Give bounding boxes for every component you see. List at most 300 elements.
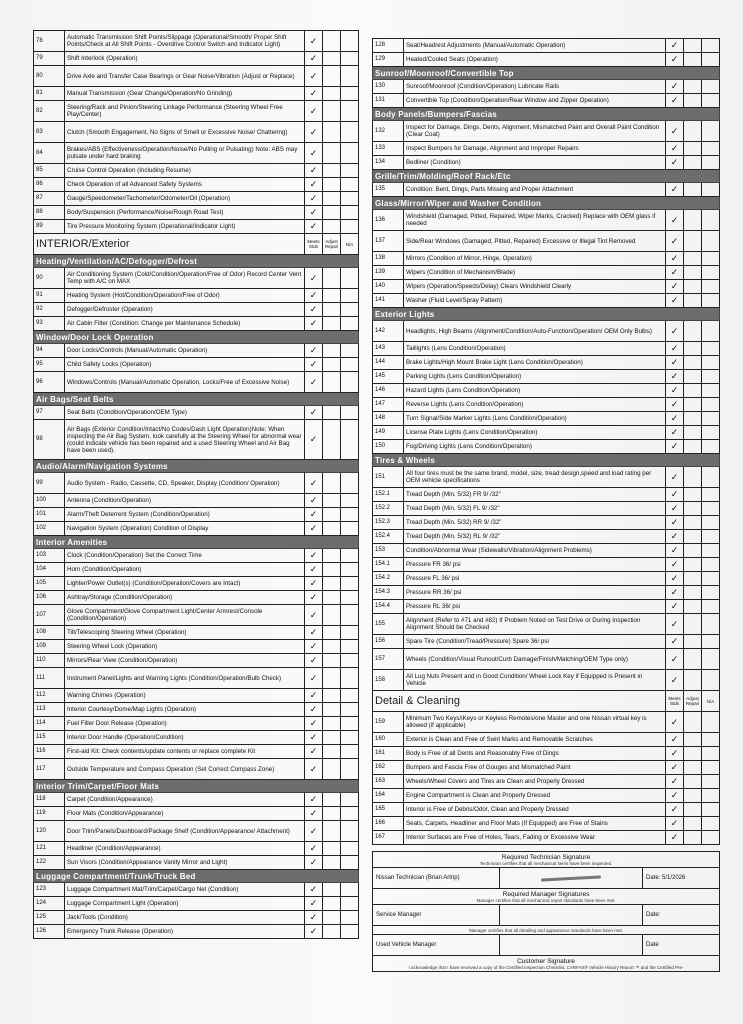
adjust-repair-checkbox[interactable] — [684, 614, 702, 635]
meets-standards-checkbox[interactable]: ✓ — [666, 712, 684, 733]
meets-standards-checkbox[interactable]: ✓ — [666, 803, 684, 817]
adjust-repair-checkbox[interactable] — [684, 384, 702, 398]
na-checkbox[interactable] — [702, 142, 720, 156]
adjust-repair-checkbox[interactable] — [684, 572, 702, 586]
na-checkbox[interactable] — [702, 516, 720, 530]
meets-standards-checkbox[interactable]: ✓ — [305, 344, 323, 358]
tech-date[interactable]: Date: 5/1/2026 — [646, 875, 686, 881]
meets-standards-checkbox[interactable]: ✓ — [666, 558, 684, 572]
meets-standards-checkbox[interactable]: ✓ — [305, 821, 323, 842]
na-checkbox[interactable] — [341, 289, 359, 303]
meets-standards-checkbox[interactable]: ✓ — [666, 649, 684, 670]
adjust-repair-checkbox[interactable] — [323, 563, 341, 577]
na-checkbox[interactable] — [341, 654, 359, 668]
na-checkbox[interactable] — [341, 473, 359, 494]
adjust-repair-checkbox[interactable] — [323, 494, 341, 508]
adjust-repair-checkbox[interactable] — [684, 183, 702, 197]
adjust-repair-checkbox[interactable] — [323, 821, 341, 842]
adjust-repair-checkbox[interactable] — [323, 358, 341, 372]
adjust-repair-checkbox[interactable] — [684, 488, 702, 502]
adjust-repair-checkbox[interactable] — [323, 143, 341, 164]
adjust-repair-checkbox[interactable] — [323, 122, 341, 143]
adjust-repair-checkbox[interactable] — [684, 121, 702, 142]
meets-standards-checkbox[interactable]: ✓ — [305, 31, 323, 52]
meets-standards-checkbox[interactable]: ✓ — [666, 426, 684, 440]
adjust-repair-checkbox[interactable] — [323, 268, 341, 289]
adjust-repair-checkbox[interactable] — [323, 703, 341, 717]
adjust-repair-checkbox[interactable] — [323, 689, 341, 703]
meets-standards-checkbox[interactable]: ✓ — [305, 508, 323, 522]
meets-standards-checkbox[interactable]: ✓ — [666, 733, 684, 747]
meets-standards-checkbox[interactable]: ✓ — [305, 591, 323, 605]
adjust-repair-checkbox[interactable] — [323, 897, 341, 911]
adjust-repair-checkbox[interactable] — [323, 591, 341, 605]
na-checkbox[interactable] — [702, 321, 720, 342]
meets-standards-checkbox[interactable]: ✓ — [666, 53, 684, 67]
meets-standards-checkbox[interactable]: ✓ — [305, 549, 323, 563]
checklist-row — [373, 294, 720, 308]
meets-standards-checkbox[interactable]: ✓ — [666, 142, 684, 156]
adjust-repair-checkbox[interactable] — [323, 344, 341, 358]
meets-standards-checkbox[interactable]: ✓ — [305, 883, 323, 897]
na-checkbox[interactable] — [341, 220, 359, 234]
adjust-repair-checkbox[interactable] — [684, 39, 702, 53]
adjust-repair-checkbox[interactable] — [684, 440, 702, 454]
na-checkbox[interactable] — [341, 911, 359, 925]
adjust-repair-checkbox[interactable] — [323, 31, 341, 52]
na-checkbox[interactable] — [702, 572, 720, 586]
adjust-repair-checkbox[interactable] — [323, 420, 341, 460]
na-checkbox[interactable] — [702, 775, 720, 789]
na-checkbox[interactable] — [341, 731, 359, 745]
na-checkbox[interactable] — [702, 231, 720, 252]
na-checkbox[interactable] — [702, 280, 720, 294]
meets-standards-checkbox[interactable]: ✓ — [305, 689, 323, 703]
na-checkbox[interactable] — [702, 502, 720, 516]
adjust-repair-checkbox[interactable] — [323, 372, 341, 393]
meets-standards-checkbox[interactable]: ✓ — [305, 206, 323, 220]
meets-standards-checkbox[interactable]: ✓ — [666, 121, 684, 142]
item-number: 118 — [34, 793, 65, 807]
na-checkbox[interactable] — [341, 842, 359, 856]
adjust-repair-checkbox[interactable] — [684, 266, 702, 280]
adjust-repair-checkbox[interactable] — [684, 142, 702, 156]
adjust-repair-checkbox[interactable] — [684, 516, 702, 530]
meets-standards-checkbox[interactable]: ✓ — [305, 807, 323, 821]
adjust-repair-checkbox[interactable] — [684, 761, 702, 775]
meets-standards-checkbox[interactable]: ✓ — [666, 789, 684, 803]
meets-standards-checkbox[interactable]: ✓ — [666, 586, 684, 600]
na-checkbox[interactable] — [702, 558, 720, 572]
na-checkbox[interactable] — [341, 178, 359, 192]
adjust-repair-checkbox[interactable] — [684, 712, 702, 733]
meets-standards-checkbox[interactable]: ✓ — [666, 210, 684, 231]
na-checkbox[interactable] — [341, 522, 359, 536]
adjust-repair-checkbox[interactable] — [684, 342, 702, 356]
na-checkbox[interactable] — [702, 156, 720, 170]
adjust-repair-checkbox[interactable] — [684, 231, 702, 252]
meets-standards-checkbox[interactable]: ✓ — [305, 420, 323, 460]
na-checkbox[interactable] — [702, 712, 720, 733]
meets-standards-checkbox[interactable]: ✓ — [666, 530, 684, 544]
meets-standards-checkbox[interactable]: ✓ — [666, 412, 684, 426]
na-checkbox[interactable] — [702, 94, 720, 108]
adjust-repair-checkbox[interactable] — [323, 549, 341, 563]
meets-standards-checkbox[interactable]: ✓ — [305, 842, 323, 856]
na-checkbox[interactable] — [341, 164, 359, 178]
na-checkbox[interactable] — [702, 183, 720, 197]
meets-standards-checkbox[interactable]: ✓ — [305, 87, 323, 101]
meets-standards-checkbox[interactable]: ✓ — [666, 231, 684, 252]
meets-standards-checkbox[interactable]: ✓ — [305, 577, 323, 591]
adjust-repair-checkbox[interactable] — [684, 530, 702, 544]
meets-standards-checkbox[interactable]: ✓ — [305, 626, 323, 640]
adjust-repair-checkbox[interactable] — [323, 577, 341, 591]
na-checkbox[interactable] — [702, 761, 720, 775]
adjust-repair-checkbox[interactable] — [323, 52, 341, 66]
adjust-repair-checkbox[interactable] — [684, 356, 702, 370]
na-checkbox[interactable] — [341, 745, 359, 759]
na-checkbox[interactable] — [341, 759, 359, 780]
meets-standards-checkbox[interactable]: ✓ — [666, 156, 684, 170]
na-checkbox[interactable] — [341, 605, 359, 626]
meets-standards-checkbox[interactable]: ✓ — [666, 614, 684, 635]
meets-standards-checkbox[interactable]: ✓ — [666, 321, 684, 342]
meets-standards-checkbox[interactable]: ✓ — [305, 143, 323, 164]
item-description: Shift Interlock (Operation) — [65, 52, 305, 66]
adjust-repair-checkbox[interactable] — [684, 775, 702, 789]
na-checkbox[interactable] — [702, 488, 720, 502]
meets-standards-checkbox[interactable]: ✓ — [666, 39, 684, 53]
meets-standards-checkbox[interactable]: ✓ — [305, 473, 323, 494]
na-checkbox[interactable] — [341, 549, 359, 563]
na-checkbox[interactable] — [702, 398, 720, 412]
adjust-repair-checkbox[interactable] — [684, 558, 702, 572]
adjust-repair-checkbox[interactable] — [323, 807, 341, 821]
na-checkbox[interactable] — [702, 467, 720, 488]
adjust-repair-checkbox[interactable] — [684, 789, 702, 803]
na-checkbox[interactable] — [702, 440, 720, 454]
meets-standards-checkbox[interactable]: ✓ — [666, 635, 684, 649]
meets-standards-checkbox[interactable]: ✓ — [305, 640, 323, 654]
na-checkbox[interactable] — [702, 614, 720, 635]
adjust-repair-checkbox[interactable] — [684, 817, 702, 831]
meets-standards-checkbox[interactable]: ✓ — [305, 317, 323, 331]
adjust-repair-checkbox[interactable] — [323, 883, 341, 897]
meets-standards-checkbox[interactable]: ✓ — [305, 717, 323, 731]
adjust-repair-checkbox[interactable] — [684, 321, 702, 342]
adjust-repair-checkbox[interactable] — [323, 178, 341, 192]
adjust-repair-checkbox[interactable] — [684, 156, 702, 170]
adjust-repair-checkbox[interactable] — [684, 600, 702, 614]
na-checkbox[interactable] — [702, 426, 720, 440]
adjust-repair-checkbox[interactable] — [323, 626, 341, 640]
meets-standards-checkbox[interactable]: ✓ — [666, 440, 684, 454]
na-checkbox[interactable] — [341, 508, 359, 522]
adjust-repair-checkbox[interactable] — [323, 508, 341, 522]
meets-standards-checkbox[interactable]: ✓ — [305, 522, 323, 536]
meets-standards-checkbox[interactable]: ✓ — [305, 494, 323, 508]
na-checkbox[interactable] — [702, 670, 720, 691]
meets-standards-checkbox[interactable]: ✓ — [305, 897, 323, 911]
adjust-repair-checkbox[interactable] — [684, 426, 702, 440]
na-checkbox[interactable] — [341, 122, 359, 143]
na-checkbox[interactable] — [341, 897, 359, 911]
adjust-repair-checkbox[interactable] — [323, 101, 341, 122]
na-checkbox[interactable] — [702, 412, 720, 426]
na-checkbox[interactable] — [702, 266, 720, 280]
adjust-repair-checkbox[interactable] — [684, 467, 702, 488]
na-checkbox[interactable] — [702, 649, 720, 670]
na-checkbox[interactable] — [702, 39, 720, 53]
na-checkbox[interactable] — [702, 252, 720, 266]
checklist-row — [373, 635, 720, 649]
meets-standards-checkbox[interactable]: ✓ — [305, 745, 323, 759]
adjust-repair-checkbox[interactable] — [684, 53, 702, 67]
meets-standards-checkbox[interactable]: ✓ — [666, 747, 684, 761]
meets-standards-checkbox[interactable]: ✓ — [305, 605, 323, 626]
adjust-repair-checkbox[interactable] — [684, 252, 702, 266]
meets-standards-checkbox[interactable]: ✓ — [666, 94, 684, 108]
na-checkbox[interactable] — [341, 668, 359, 689]
na-checkbox[interactable] — [341, 563, 359, 577]
na-checkbox[interactable] — [341, 793, 359, 807]
adjust-repair-checkbox[interactable] — [684, 803, 702, 817]
adjust-repair-checkbox[interactable] — [684, 670, 702, 691]
meets-standards-checkbox[interactable]: ✓ — [666, 600, 684, 614]
adjust-repair-checkbox[interactable] — [684, 210, 702, 231]
adjust-repair-checkbox[interactable] — [323, 66, 341, 87]
used-vehicle-manager-date[interactable]: Date — [646, 942, 659, 948]
adjust-repair-checkbox[interactable] — [323, 856, 341, 870]
meets-standards-checkbox[interactable]: ✓ — [666, 502, 684, 516]
meets-standards-checkbox[interactable]: ✓ — [666, 183, 684, 197]
meets-standards-checkbox[interactable]: ✓ — [666, 775, 684, 789]
meets-standards-checkbox[interactable]: ✓ — [666, 398, 684, 412]
na-checkbox[interactable] — [341, 626, 359, 640]
meets-standards-checkbox[interactable]: ✓ — [666, 280, 684, 294]
adjust-repair-checkbox[interactable] — [323, 793, 341, 807]
meets-standards-checkbox[interactable]: ✓ — [305, 925, 323, 939]
na-checkbox[interactable] — [702, 831, 720, 845]
na-checkbox[interactable] — [341, 192, 359, 206]
meets-standards-checkbox[interactable]: ✓ — [305, 406, 323, 420]
na-checkbox[interactable] — [702, 356, 720, 370]
adjust-repair-checkbox[interactable] — [684, 747, 702, 761]
na-checkbox[interactable] — [341, 420, 359, 460]
meets-standards-checkbox[interactable]: ✓ — [305, 703, 323, 717]
na-checkbox[interactable] — [702, 747, 720, 761]
meets-standards-checkbox[interactable]: ✓ — [666, 831, 684, 845]
adjust-repair-checkbox[interactable] — [323, 303, 341, 317]
service-manager-date[interactable]: Date: — [646, 912, 661, 918]
adjust-repair-checkbox[interactable] — [684, 831, 702, 845]
na-checkbox[interactable] — [341, 494, 359, 508]
adjust-repair-checkbox[interactable] — [323, 406, 341, 420]
na-checkbox[interactable] — [702, 789, 720, 803]
meets-standards-checkbox[interactable]: ✓ — [305, 911, 323, 925]
section-header — [34, 870, 359, 883]
na-checkbox[interactable] — [341, 303, 359, 317]
adjust-repair-checkbox[interactable] — [684, 80, 702, 94]
na-checkbox[interactable] — [341, 31, 359, 52]
adjust-repair-checkbox[interactable] — [323, 925, 341, 939]
adjust-repair-checkbox[interactable] — [323, 473, 341, 494]
na-checkbox[interactable] — [702, 370, 720, 384]
na-checkbox[interactable] — [341, 856, 359, 870]
na-checkbox[interactable] — [341, 717, 359, 731]
adjust-repair-checkbox[interactable] — [323, 717, 341, 731]
checklist-row — [373, 747, 720, 761]
meets-standards-checkbox[interactable]: ✓ — [305, 178, 323, 192]
na-checkbox[interactable] — [702, 80, 720, 94]
adjust-repair-checkbox[interactable] — [323, 745, 341, 759]
meets-standards-checkbox[interactable]: ✓ — [666, 342, 684, 356]
adjust-repair-checkbox[interactable] — [323, 192, 341, 206]
na-checkbox[interactable] — [702, 817, 720, 831]
meets-standards-checkbox[interactable]: ✓ — [666, 252, 684, 266]
meets-standards-checkbox[interactable]: ✓ — [666, 294, 684, 308]
na-checkbox[interactable] — [341, 883, 359, 897]
na-checkbox[interactable] — [341, 821, 359, 842]
meets-standards-checkbox[interactable]: ✓ — [666, 384, 684, 398]
meets-standards-checkbox[interactable]: ✓ — [666, 670, 684, 691]
adjust-repair-checkbox[interactable] — [684, 502, 702, 516]
checklist-row — [373, 670, 720, 691]
adjust-repair-checkbox[interactable] — [323, 87, 341, 101]
na-checkbox[interactable] — [702, 294, 720, 308]
meets-standards-checkbox[interactable]: ✓ — [305, 289, 323, 303]
na-checkbox[interactable] — [702, 530, 720, 544]
na-checkbox[interactable] — [341, 66, 359, 87]
na-checkbox[interactable] — [702, 600, 720, 614]
adjust-repair-checkbox[interactable] — [684, 635, 702, 649]
na-checkbox[interactable] — [702, 635, 720, 649]
adjust-repair-checkbox[interactable] — [684, 544, 702, 558]
adjust-repair-checkbox[interactable] — [323, 220, 341, 234]
na-checkbox[interactable] — [702, 210, 720, 231]
na-checkbox[interactable] — [341, 206, 359, 220]
meets-standards-checkbox[interactable]: ✓ — [666, 544, 684, 558]
adjust-repair-checkbox[interactable] — [323, 911, 341, 925]
meets-standards-checkbox[interactable]: ✓ — [666, 572, 684, 586]
na-checkbox[interactable] — [341, 87, 359, 101]
meets-standards-checkbox[interactable]: ✓ — [666, 266, 684, 280]
meets-standards-checkbox[interactable]: ✓ — [666, 467, 684, 488]
na-checkbox[interactable] — [341, 577, 359, 591]
meets-standards-checkbox[interactable]: ✓ — [666, 516, 684, 530]
meets-standards-checkbox[interactable]: ✓ — [305, 192, 323, 206]
adjust-repair-checkbox[interactable] — [684, 294, 702, 308]
na-checkbox[interactable] — [702, 342, 720, 356]
meets-standards-checkbox[interactable]: ✓ — [305, 654, 323, 668]
meets-standards-checkbox[interactable]: ✓ — [305, 563, 323, 577]
na-checkbox[interactable] — [341, 925, 359, 939]
meets-standards-checkbox[interactable]: ✓ — [305, 268, 323, 289]
checklist-row — [373, 384, 720, 398]
adjust-repair-checkbox[interactable] — [684, 733, 702, 747]
adjust-repair-checkbox[interactable] — [323, 654, 341, 668]
na-checkbox[interactable] — [341, 268, 359, 289]
na-checkbox[interactable] — [341, 344, 359, 358]
na-checkbox[interactable] — [341, 143, 359, 164]
adjust-repair-checkbox[interactable] — [684, 370, 702, 384]
na-checkbox[interactable] — [702, 544, 720, 558]
meets-standards-checkbox[interactable]: ✓ — [305, 101, 323, 122]
meets-standards-checkbox[interactable]: ✓ — [666, 356, 684, 370]
adjust-repair-checkbox[interactable] — [323, 317, 341, 331]
adjust-repair-checkbox[interactable] — [684, 412, 702, 426]
adjust-repair-checkbox[interactable] — [684, 280, 702, 294]
adjust-repair-checkbox[interactable] — [323, 759, 341, 780]
meets-standards-checkbox[interactable]: ✓ — [305, 668, 323, 689]
na-checkbox[interactable] — [341, 372, 359, 393]
service-manager-signature-field[interactable] — [500, 905, 643, 925]
na-checkbox[interactable] — [702, 53, 720, 67]
na-checkbox[interactable] — [341, 640, 359, 654]
meets-standards-checkbox[interactable]: ✓ — [666, 817, 684, 831]
meets-standards-checkbox[interactable]: ✓ — [305, 372, 323, 393]
na-checkbox[interactable] — [341, 101, 359, 122]
na-checkbox[interactable] — [702, 803, 720, 817]
adjust-repair-checkbox[interactable] — [323, 289, 341, 303]
adjust-repair-checkbox[interactable] — [323, 640, 341, 654]
meets-standards-checkbox[interactable]: ✓ — [305, 164, 323, 178]
na-checkbox[interactable] — [341, 689, 359, 703]
adjust-repair-checkbox[interactable] — [323, 668, 341, 689]
na-checkbox[interactable] — [341, 406, 359, 420]
adjust-repair-checkbox[interactable] — [323, 731, 341, 745]
meets-standards-checkbox[interactable]: ✓ — [305, 856, 323, 870]
adjust-repair-checkbox[interactable] — [684, 586, 702, 600]
meets-standards-checkbox[interactable]: ✓ — [305, 303, 323, 317]
meets-standards-checkbox[interactable]: ✓ — [305, 52, 323, 66]
item-description: Heating System (Hot/Condition/Operation/Free of Odor) — [65, 289, 305, 303]
meets-standards-checkbox[interactable]: ✓ — [305, 793, 323, 807]
na-checkbox[interactable] — [341, 358, 359, 372]
na-checkbox[interactable] — [702, 121, 720, 142]
adjust-repair-checkbox[interactable] — [684, 649, 702, 670]
na-checkbox[interactable] — [341, 703, 359, 717]
adjust-repair-checkbox[interactable] — [684, 398, 702, 412]
used-vehicle-manager-signature-field[interactable] — [500, 935, 643, 955]
na-checkbox[interactable] — [341, 317, 359, 331]
meets-standards-checkbox[interactable]: ✓ — [666, 370, 684, 384]
meets-standards-checkbox[interactable]: ✓ — [305, 731, 323, 745]
na-checkbox[interactable] — [341, 807, 359, 821]
adjust-repair-checkbox[interactable] — [684, 94, 702, 108]
adjust-repair-checkbox[interactable] — [323, 164, 341, 178]
meets-standards-checkbox[interactable]: ✓ — [305, 122, 323, 143]
na-checkbox[interactable] — [341, 591, 359, 605]
adjust-repair-checkbox[interactable] — [323, 522, 341, 536]
na-checkbox[interactable] — [702, 586, 720, 600]
adjust-repair-checkbox[interactable] — [323, 842, 341, 856]
adjust-repair-checkbox[interactable] — [323, 605, 341, 626]
meets-standards-checkbox[interactable]: ✓ — [666, 80, 684, 94]
na-checkbox[interactable] — [702, 733, 720, 747]
meets-standards-checkbox[interactable]: ✓ — [305, 759, 323, 780]
tech-signature-field[interactable] — [500, 868, 643, 888]
meets-standards-checkbox[interactable]: ✓ — [305, 220, 323, 234]
meets-standards-checkbox[interactable]: ✓ — [305, 66, 323, 87]
na-checkbox[interactable] — [341, 52, 359, 66]
meets-standards-checkbox[interactable]: ✓ — [666, 761, 684, 775]
meets-standards-checkbox[interactable]: ✓ — [305, 358, 323, 372]
na-checkbox[interactable] — [702, 384, 720, 398]
meets-standards-checkbox[interactable]: ✓ — [666, 488, 684, 502]
adjust-repair-checkbox[interactable] — [323, 206, 341, 220]
